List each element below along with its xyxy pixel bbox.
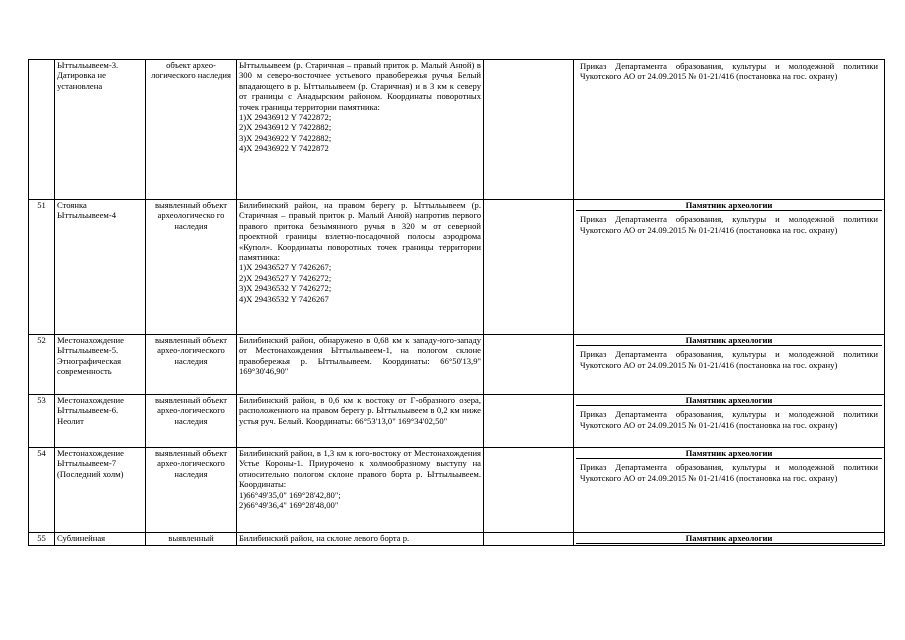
table-row bbox=[29, 335, 885, 395]
monument-type-heading: Памятник археологии bbox=[576, 448, 882, 459]
row-number-cell: 52 bbox=[29, 335, 55, 395]
protection-cell bbox=[574, 335, 885, 395]
protection-order-text: Приказ Департамента образования, культуры и молодежной политики Чукотского АО от 24.09.2015 № 01-21/416 (постановка на гос. охрану) bbox=[580, 409, 878, 430]
category-cell: объект архео-логического наследия bbox=[146, 60, 237, 200]
category-cell: выявленный объект архео-логического наследия bbox=[146, 395, 237, 448]
location-cell bbox=[237, 395, 484, 448]
category-cell: выявленный bbox=[146, 533, 237, 546]
location-cell bbox=[237, 448, 484, 533]
location-cell bbox=[237, 60, 484, 200]
row-number-cell bbox=[29, 60, 55, 200]
monument-name-cell: Местонахождение Ыттыльывеем-7 (Последний холм) bbox=[55, 448, 146, 533]
category-cell: выявленный объект архео-логического наследия bbox=[146, 448, 237, 533]
location-text: Ыттыльывеем (р. Старичная – правый приток р. Малый Анюй) в 300 м северо-восточнее устьевого правобережья ручья Белый впадающего в р. Ыттыльывеем (р. Старичная) и в 3 км к северу от границы с Анадырским районом. Координаты поворотных точек границы территории памятника: bbox=[239, 60, 481, 112]
protection-order-text: Приказ Департамента образования, культуры и молодежной политики Чукотского АО от 24.09.2015 № 01-21/416 (постановка на гос. охрану) bbox=[580, 462, 878, 483]
coordinate-line: 2)X 29436912 Y 7422882; bbox=[239, 122, 332, 133]
empty-cell bbox=[484, 533, 574, 546]
row-number-cell: 53 bbox=[29, 395, 55, 448]
table-row bbox=[29, 533, 885, 546]
row-number-cell: 51 bbox=[29, 200, 55, 335]
coordinate-line: 2)X 29436527 Y 7426272; bbox=[239, 272, 332, 283]
category-cell: выявленный объект архео-логического наследия bbox=[146, 335, 237, 395]
protection-cell bbox=[574, 533, 885, 546]
table-row bbox=[29, 395, 885, 448]
location-cell bbox=[237, 335, 484, 395]
protection-order-text: Приказ Департамента образования, культуры и молодежной политики Чукотского АО от 24.09.2015 № 01-21/416 (постановка на гос. охрану) bbox=[580, 214, 878, 235]
empty-cell bbox=[484, 448, 574, 533]
location-text: Билибинский район, обнаружено в 0,68 км к западу-юго-западу от Местонахождения Ыттыльывеем-1, на пологом склоне правобережья р. Ыттыльывеем. Координаты: 66°50'13,9" 169°30'46,90" bbox=[239, 335, 481, 377]
table-row bbox=[29, 60, 885, 200]
row-number-cell: 54 bbox=[29, 448, 55, 533]
coordinate-line: 1)X 29436527 Y 7426267; bbox=[239, 262, 332, 273]
coordinate-line: 1)X 29436912 Y 7422872; bbox=[239, 112, 332, 123]
location-text: Билибинский район, в 1,3 км к юго-востоку от Местонахождения Устье Короны-1. Приурочено к холмообразному выступу на относительно пологом склоне правого борта р. Ыттыльывеем. Координаты: bbox=[239, 448, 481, 490]
category-cell: выявленный объект археологическо го наследия bbox=[146, 200, 237, 335]
row-number-cell: 55 bbox=[29, 533, 55, 546]
monuments-table bbox=[28, 59, 885, 546]
empty-cell bbox=[484, 200, 574, 335]
coordinate-line: 1)66°49'35,0" 169°28'42,80"; bbox=[239, 489, 341, 500]
table-row bbox=[29, 448, 885, 533]
table-row bbox=[29, 200, 885, 335]
coordinate-line: 3)X 29436532 Y 7426272; bbox=[239, 283, 332, 294]
empty-cell bbox=[484, 395, 574, 448]
location-cell bbox=[237, 533, 484, 546]
monument-name-cell: Сублинейная bbox=[55, 533, 146, 546]
monument-type-heading: Памятник археологии bbox=[576, 533, 882, 544]
monument-name-cell: Стоянка Ыттыльывеем-4 bbox=[55, 200, 146, 335]
monument-type-heading: Памятник археологии bbox=[576, 200, 882, 211]
protection-order-text: Приказ Департамента образования, культуры и молодежной политики Чукотского АО от 24.09.2015 № 01-21/416 (постановка на гос. охрану) bbox=[580, 349, 878, 370]
protection-cell bbox=[574, 200, 885, 335]
monument-type-heading: Памятник археологии bbox=[576, 335, 882, 346]
coordinate-line: 2)66°49'36,4" 169°28'48,00" bbox=[239, 500, 339, 511]
coordinate-line: 4)X 29436922 Y 7422872 bbox=[239, 143, 329, 154]
monument-name-cell: Местонахождение Ыттыльывеем-5. Этнографическая современность bbox=[55, 335, 146, 395]
empty-cell bbox=[484, 335, 574, 395]
coordinate-line: 3)X 29436922 Y 7422882; bbox=[239, 132, 332, 143]
location-text: Билибинский район, в 0,6 км к востоку от Г-образного озера, расположенного на правом берегу р. Ыттыльывеем в 0,2 км ниже устья руч. Белый. Координаты: 66°53'13,0" 169°34'02,50" bbox=[239, 395, 481, 426]
location-cell bbox=[237, 200, 484, 335]
protection-cell bbox=[574, 60, 885, 200]
protection-order-text: Приказ Департамента образования, культуры и молодежной политики Чукотского АО от 24.09.2015 № 01-21/416 (постановка на гос. охрану) bbox=[580, 61, 878, 82]
empty-cell bbox=[484, 60, 574, 200]
location-text: Билибинский район, на правом берегу р. Ыттыльывеем (р. Старичная – правый приток р. Малый Анюй) напротив первого правого притока безымянного ручья в 320 м от северной проектной границы взлетно-посадочной полосы аэродрома «Купол». Координаты поворотных точек границы территории памятника: bbox=[239, 200, 481, 263]
location-text: Билибинский район, на склоне левого борта р. bbox=[239, 533, 410, 543]
monument-type-heading: Памятник археологии bbox=[576, 395, 882, 406]
monument-name-cell: Местонахождение Ыттыльывеем-6. Неолит bbox=[55, 395, 146, 448]
monument-name-cell: Ыттыльывеем-3. Датировка не установлена bbox=[55, 60, 146, 200]
protection-cell bbox=[574, 395, 885, 448]
coordinate-line: 4)X 29436532 Y 7426267 bbox=[239, 293, 329, 304]
protection-cell bbox=[574, 448, 885, 533]
